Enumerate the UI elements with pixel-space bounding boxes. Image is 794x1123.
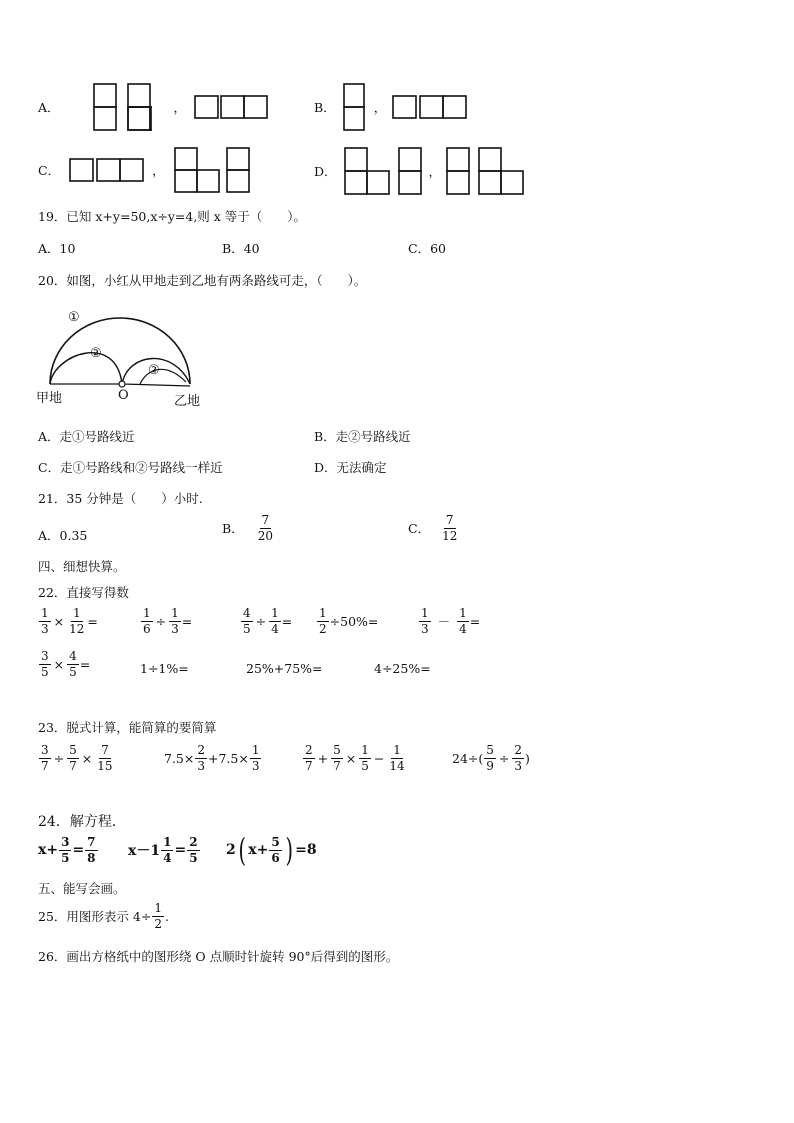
q23-expr-3 bbox=[302, 744, 408, 772]
q19-option-c: C．60 bbox=[408, 241, 446, 256]
frac-denominator: 7 bbox=[41, 758, 49, 773]
frac-denominator: 20 bbox=[257, 528, 273, 543]
q24-eq-2 bbox=[128, 836, 201, 864]
q22-item-3 bbox=[240, 607, 292, 635]
frac-numerator: 1 bbox=[271, 606, 279, 620]
frac-numerator: 2 bbox=[189, 835, 198, 849]
q21-option-c-letter: C． bbox=[408, 521, 431, 537]
q23-expr-4 bbox=[452, 744, 530, 772]
section-4-heading: 四、细想快算。 bbox=[38, 559, 126, 574]
frac-numerator: 1 bbox=[163, 835, 172, 849]
q23-row bbox=[38, 744, 558, 782]
frac-numerator: 4 bbox=[243, 606, 251, 620]
frac-denominator: 6 bbox=[271, 850, 280, 865]
q18-option-b bbox=[314, 82, 470, 132]
operator: ÷ bbox=[255, 613, 267, 629]
frac-denominator: 12 bbox=[69, 621, 85, 636]
frac-denominator: 5 bbox=[69, 664, 77, 679]
frac-denominator: 14 bbox=[389, 758, 405, 773]
equals: = bbox=[469, 613, 481, 629]
frac-denominator: 5 bbox=[243, 621, 251, 636]
right-paren: ) bbox=[285, 831, 293, 869]
frac-numerator: 4 bbox=[69, 649, 77, 663]
equals: = bbox=[79, 656, 91, 672]
expression-text: ) bbox=[525, 750, 530, 766]
operator: × bbox=[345, 750, 357, 766]
frac-numerator: 1 bbox=[361, 743, 369, 757]
q20-route2-label-a: ② bbox=[90, 346, 102, 361]
frac-denominator: 15 bbox=[97, 758, 113, 773]
operator: + bbox=[317, 750, 329, 766]
q22-item-8: 25%+75%= bbox=[246, 661, 323, 676]
q20-route-figure bbox=[36, 310, 212, 408]
frac-denominator: 5 bbox=[41, 664, 49, 679]
q19-option-a: A．10 bbox=[38, 241, 76, 256]
q20-option-c: C．走①号路线和②号路线一样近 bbox=[38, 460, 223, 475]
frac-denominator: 3 bbox=[251, 758, 260, 773]
q18-option-b-figure2 bbox=[392, 94, 470, 120]
q20-option-a: A．走①号路线近 bbox=[38, 429, 135, 444]
frac-numerator: 1 bbox=[251, 743, 260, 757]
frac-numerator: 5 bbox=[333, 743, 341, 757]
q23-expr-2 bbox=[164, 744, 262, 772]
frac-numerator: 7 bbox=[261, 513, 270, 527]
frac-numerator: 2 bbox=[514, 743, 523, 757]
q18-option-a-letter: A． bbox=[38, 100, 60, 115]
frac-numerator: 1 bbox=[393, 743, 401, 757]
equation-text: = bbox=[72, 842, 85, 859]
frac-denominator: 3 bbox=[421, 621, 429, 636]
expression-text: 24÷( bbox=[452, 750, 484, 766]
q18-option-d-figure2 bbox=[445, 146, 529, 196]
q21-option-b bbox=[222, 514, 276, 542]
q23-expr-1 bbox=[38, 744, 116, 772]
q18-option-d-letter: D． bbox=[314, 164, 337, 179]
frac-numerator: 1 bbox=[319, 606, 327, 620]
q22-item-7: 1÷1%= bbox=[140, 661, 189, 676]
q21-option-c bbox=[408, 514, 460, 542]
q22-row1 bbox=[38, 607, 558, 643]
frac-denominator: 4 bbox=[459, 621, 467, 636]
q21-option-b-fraction bbox=[256, 514, 275, 542]
frac-denominator: 8 bbox=[87, 850, 96, 865]
q22-item-6 bbox=[38, 650, 90, 678]
q18-option-c-figure1 bbox=[68, 156, 146, 184]
equals: = bbox=[281, 613, 293, 629]
frac-numerator: 7 bbox=[101, 743, 109, 757]
frac-denominator: 5 bbox=[361, 758, 369, 773]
operator: － bbox=[437, 614, 451, 630]
frac-denominator: 3 bbox=[41, 621, 49, 636]
frac-numerator: 5 bbox=[271, 834, 280, 849]
frac-denominator: 3 bbox=[514, 758, 523, 773]
q21-option-b-letter: B． bbox=[222, 521, 244, 537]
frac-numerator: 7 bbox=[87, 835, 96, 849]
operator: ÷ bbox=[155, 613, 167, 629]
q24-stem: 24．解方程． bbox=[38, 814, 126, 830]
frac-denominator: 2 bbox=[319, 621, 327, 636]
frac-denominator: 7 bbox=[305, 758, 313, 773]
q18-option-a-figure1 bbox=[68, 82, 152, 132]
q20-option-b: B．走②号路线近 bbox=[314, 429, 411, 444]
q20-route2-label-b: ② bbox=[148, 363, 160, 378]
frac-numerator: 2 bbox=[197, 743, 205, 757]
frac-denominator: 3 bbox=[197, 758, 205, 773]
operator: × bbox=[53, 656, 65, 672]
frac-numerator: 1 bbox=[459, 606, 467, 620]
frac-numerator: 5 bbox=[69, 743, 77, 757]
q26-stem: 26．画出方格纸中的图形绕 O 点顺时针旋转 90°后得到的图形。 bbox=[38, 949, 399, 964]
q24-row bbox=[38, 831, 438, 878]
q25 bbox=[38, 902, 169, 930]
section-5-heading: 五、能写会画。 bbox=[38, 881, 126, 896]
expression-text: +7.5× bbox=[208, 750, 249, 766]
frac-numerator: 7 bbox=[445, 513, 454, 527]
frac-numerator: 1 bbox=[72, 606, 81, 620]
frac-numerator: 3 bbox=[61, 835, 70, 849]
operator: × bbox=[53, 613, 65, 629]
operator: − bbox=[373, 750, 385, 766]
q18-option-b-letter: B． bbox=[314, 100, 336, 115]
q18-option-c-figure2 bbox=[171, 146, 255, 194]
frac-numerator: 1 bbox=[143, 606, 151, 620]
q22-item-5 bbox=[418, 607, 480, 635]
q20-stem: 20．如图，小红从甲地走到乙地有两条路线可走，（ ）。 bbox=[38, 273, 367, 288]
operator: ÷ bbox=[53, 750, 65, 766]
q25-fraction bbox=[152, 902, 164, 930]
q18-option-d-sep: ， bbox=[428, 164, 442, 179]
q21-option-c-fraction bbox=[440, 514, 459, 542]
equation-text: =8 bbox=[295, 842, 317, 858]
q24-eq-3 bbox=[226, 831, 317, 869]
q18-option-a-sep: ， bbox=[173, 100, 187, 115]
q20-route1-label: ① bbox=[68, 310, 80, 325]
q20-center-label: O bbox=[118, 388, 129, 403]
frac-numerator: 5 bbox=[486, 743, 494, 757]
q22-item-2 bbox=[140, 607, 192, 635]
frac-denominator: 5 bbox=[189, 850, 198, 865]
q22-item-4 bbox=[316, 607, 378, 635]
q19-stem: 19．已知 x+y=50,x÷y=4,则 x 等于（ ）。 bbox=[38, 209, 307, 224]
q24-eq-1 bbox=[38, 836, 99, 864]
left-paren: ( bbox=[238, 831, 246, 869]
q22-item-9: 4÷25%= bbox=[374, 661, 431, 676]
q18-option-b-sep: ， bbox=[373, 100, 387, 115]
operator: ÷ bbox=[498, 750, 510, 766]
frac-numerator: 3 bbox=[41, 649, 49, 663]
q22-item-1 bbox=[38, 607, 98, 635]
q18-option-b-figure1 bbox=[342, 82, 368, 132]
q18-option-c-letter: C． bbox=[38, 163, 61, 178]
q18-option-a bbox=[38, 82, 270, 132]
q22-row2 bbox=[38, 650, 558, 688]
q20-option-d: D．无法确定 bbox=[314, 460, 387, 475]
q25-tail: . bbox=[164, 908, 169, 924]
equation-text: = bbox=[174, 842, 187, 859]
equals: = bbox=[87, 613, 98, 629]
q23-stem: 23．脱式计算，能简算的要简算 bbox=[38, 720, 217, 735]
q21-option-a: A．0.35 bbox=[38, 528, 88, 543]
equation-text: x+ bbox=[248, 842, 269, 858]
frac-denominator: 12 bbox=[442, 528, 458, 543]
frac-denominator: 4 bbox=[271, 621, 279, 636]
q18-option-c bbox=[38, 146, 255, 194]
frac-denominator: 6 bbox=[143, 621, 151, 636]
q20-end-label: 乙地 bbox=[174, 394, 201, 409]
equation-text: x－1 bbox=[128, 843, 161, 860]
frac-denominator: 9 bbox=[486, 758, 494, 773]
q22-stem: 22．直接写得数 bbox=[38, 585, 129, 600]
frac-denominator: 5 bbox=[61, 850, 70, 865]
frac-numerator: 1 bbox=[421, 606, 429, 620]
equals: = bbox=[181, 613, 193, 629]
frac-denominator: 3 bbox=[171, 621, 179, 636]
expression-tail: ÷50%= bbox=[329, 613, 379, 629]
equation-text: x+ bbox=[38, 842, 59, 859]
q19-option-b: B．40 bbox=[222, 241, 260, 256]
frac-numerator: 1 bbox=[41, 606, 49, 620]
frac-denominator: 4 bbox=[163, 850, 172, 865]
q20-start-label: 甲地 bbox=[36, 391, 63, 406]
q21-stem: 21．35 分钟是（ ）小时. bbox=[38, 491, 203, 506]
frac-numerator: 2 bbox=[305, 743, 313, 757]
frac-numerator: 1 bbox=[154, 901, 162, 915]
expression-text: 7.5× bbox=[164, 750, 195, 766]
frac-denominator: 2 bbox=[154, 916, 162, 931]
operator: × bbox=[81, 750, 93, 766]
frac-numerator: 3 bbox=[41, 743, 49, 757]
frac-numerator: 1 bbox=[171, 606, 179, 620]
q18-option-d-figure1 bbox=[343, 146, 425, 196]
q25-stem: 25．用图形表示 4÷ bbox=[38, 909, 152, 925]
q18-option-a-figure2 bbox=[194, 94, 270, 120]
equation-text: 2 bbox=[226, 842, 236, 858]
q18-option-c-sep: ， bbox=[152, 163, 165, 178]
frac-denominator: 7 bbox=[333, 758, 341, 773]
frac-denominator: 7 bbox=[69, 758, 77, 773]
q18-option-d bbox=[314, 146, 529, 196]
